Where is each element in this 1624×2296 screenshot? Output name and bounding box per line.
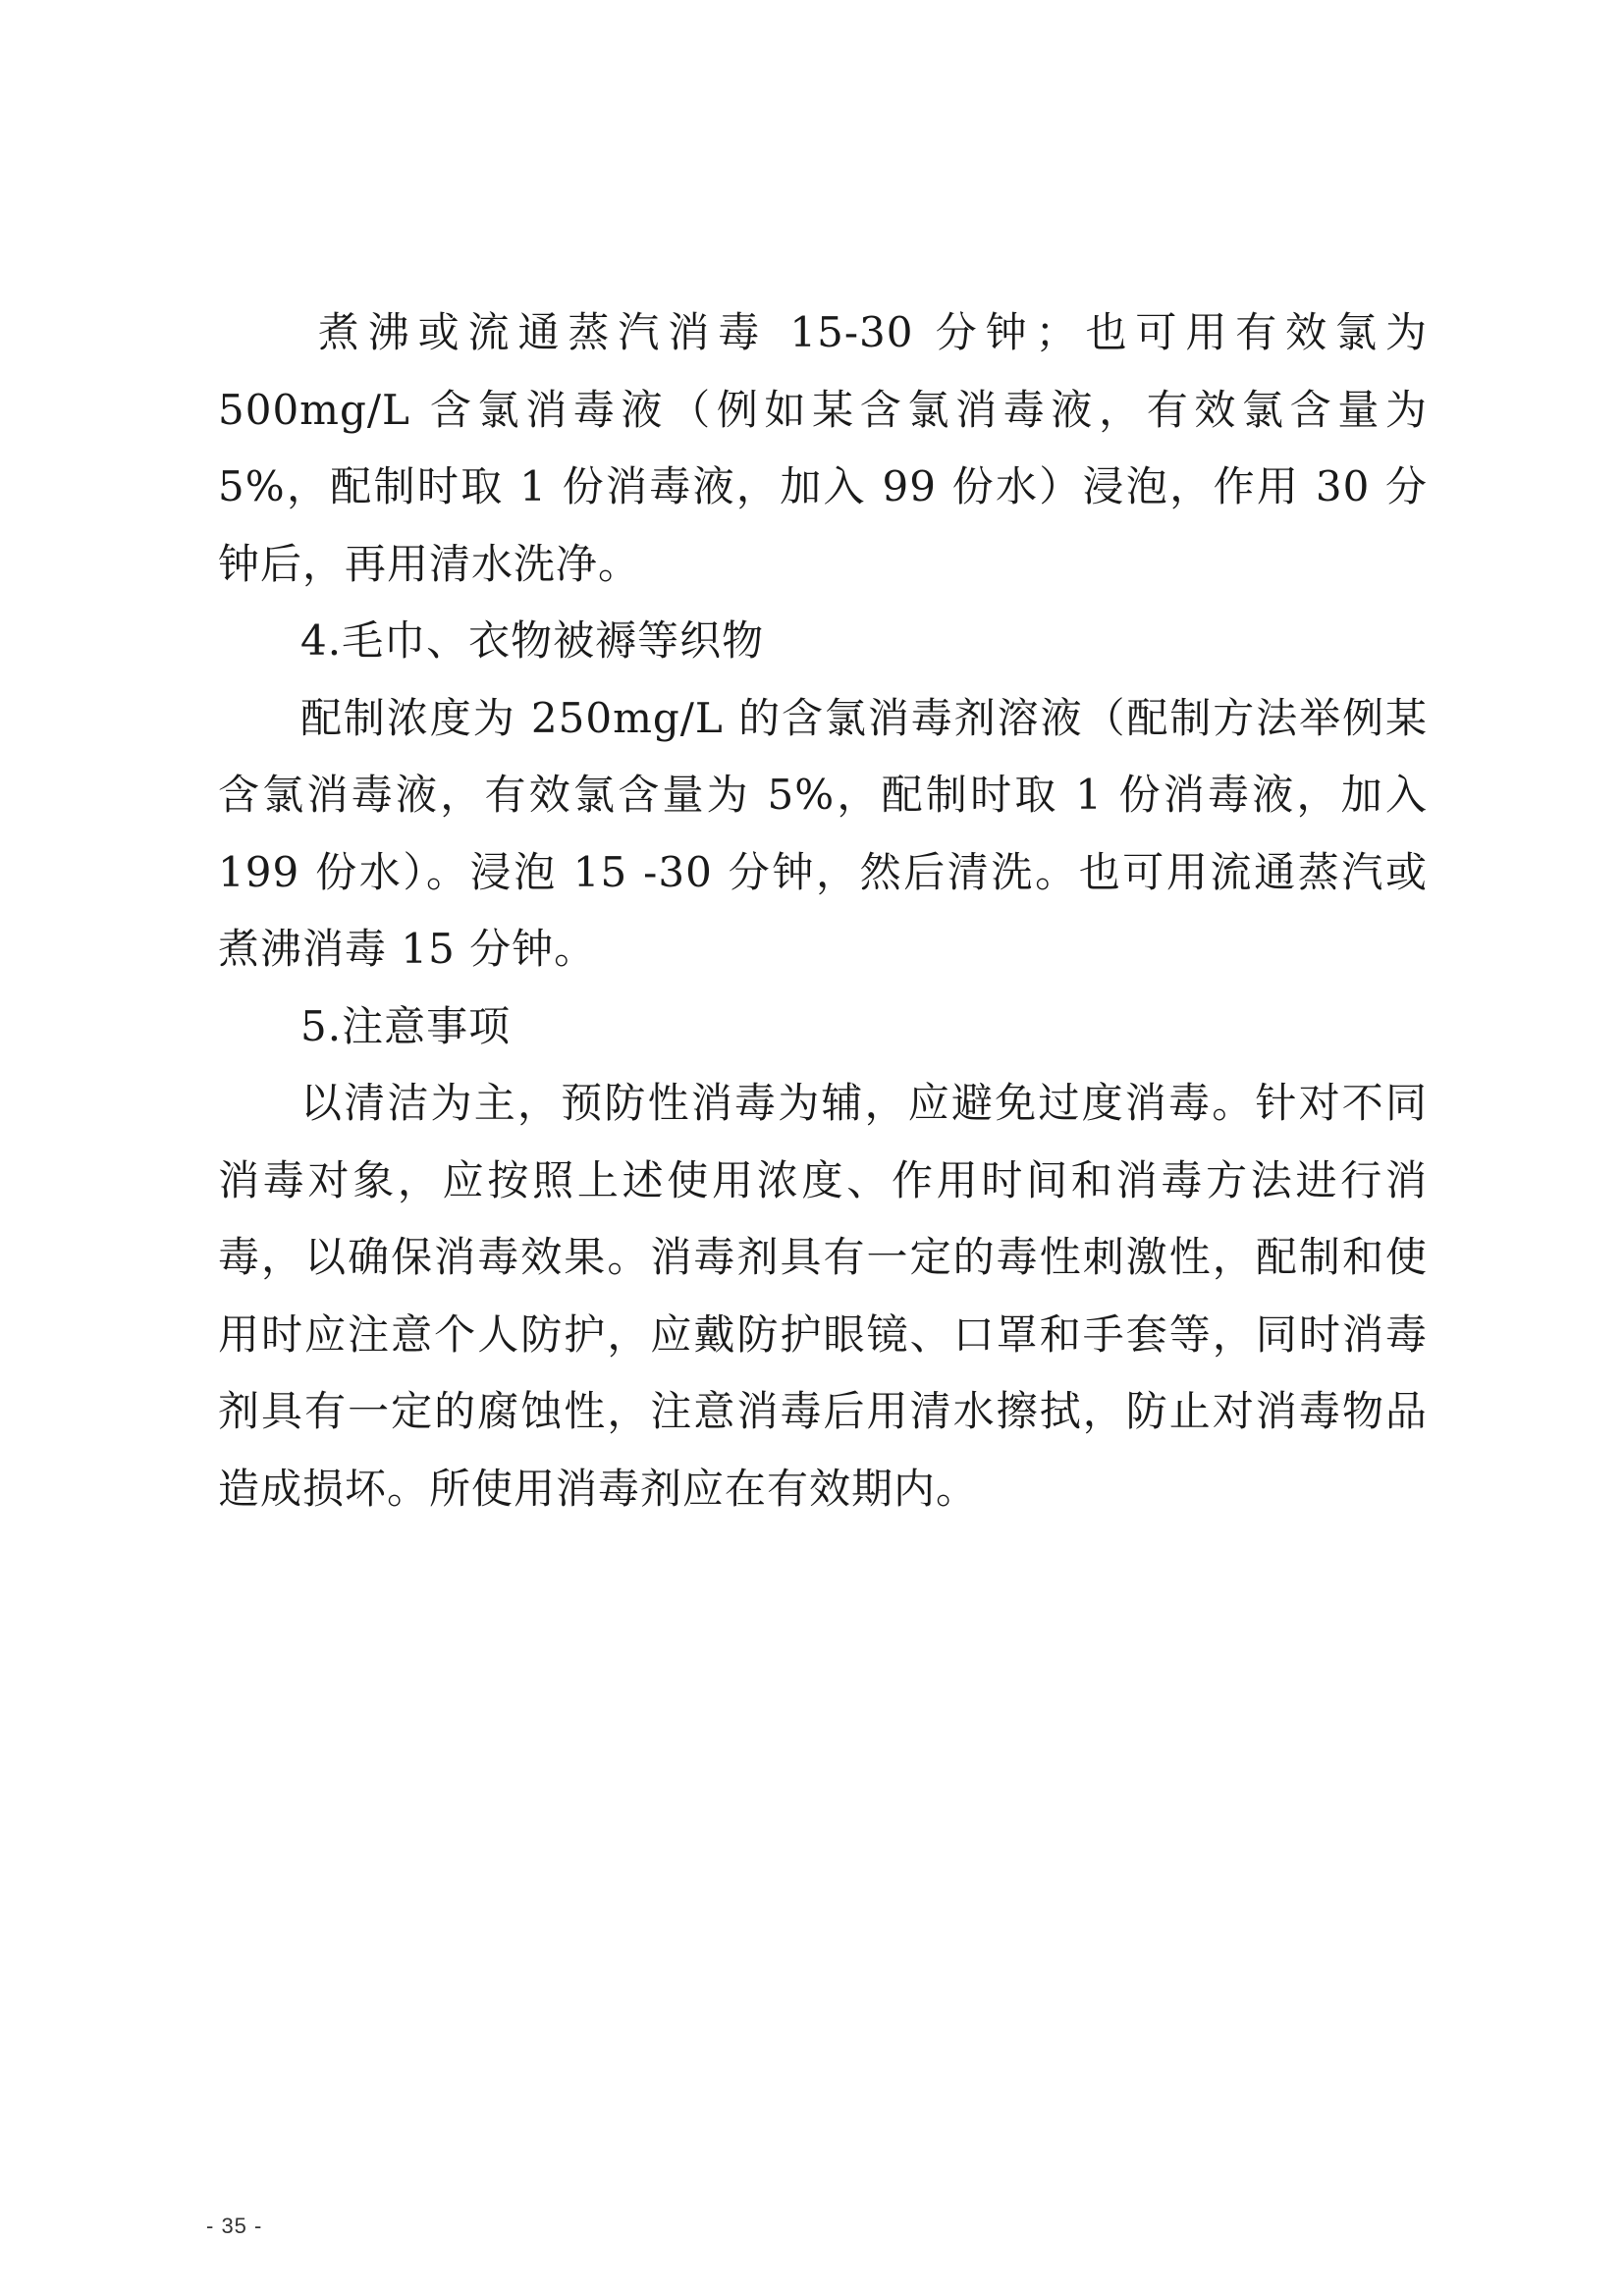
paragraph-textile-disinfection: 配制浓度为 250mg/L 的含氯消毒剂溶液（配制方法举例某含氯消毒液，有效氯含量为 5%，配制时取 1 份消毒液，加入 199 份水）。浸泡 15 -30 分钟，然后清洗。也可用流通蒸汽或煮沸消毒 15 分钟。	[218, 693, 1428, 973]
section-heading-textiles: 4.毛巾、衣物被褥等织物	[300, 616, 765, 665]
page-number: - 35 -	[206, 2214, 263, 2238]
paragraph-precautions: 以清洁为主，预防性消毒为辅，应避免过度消毒。针对不同消毒对象，应按照上述使用浓度、作用时间和消毒方法进行消毒，以确保消毒效果。消毒剂具有一定的毒性刺激性，配制和使用时应注意个人防护，应戴防护眼镜、口罩和手套等，同时消毒剂具有一定的腐蚀性，注意消毒后用清水擦拭，防止对消毒物品造成损坏。所使用消毒剂应在有效期内。	[218, 1079, 1428, 1513]
document-body	[218, 294, 1442, 1527]
paragraph-boiling-disinfection: 煮沸或流通蒸汽消毒 15-30 分钟；也可用有效氯为 500mg/L 含氯消毒液（例如某含氯消毒液，有效氯含量为 5%，配制时取 1 份消毒液，加入 99 份水）浸泡，作用 30 分钟后，再用清水洗净。	[218, 308, 1442, 588]
section-heading-precautions: 5.注意事项	[300, 1001, 512, 1050]
